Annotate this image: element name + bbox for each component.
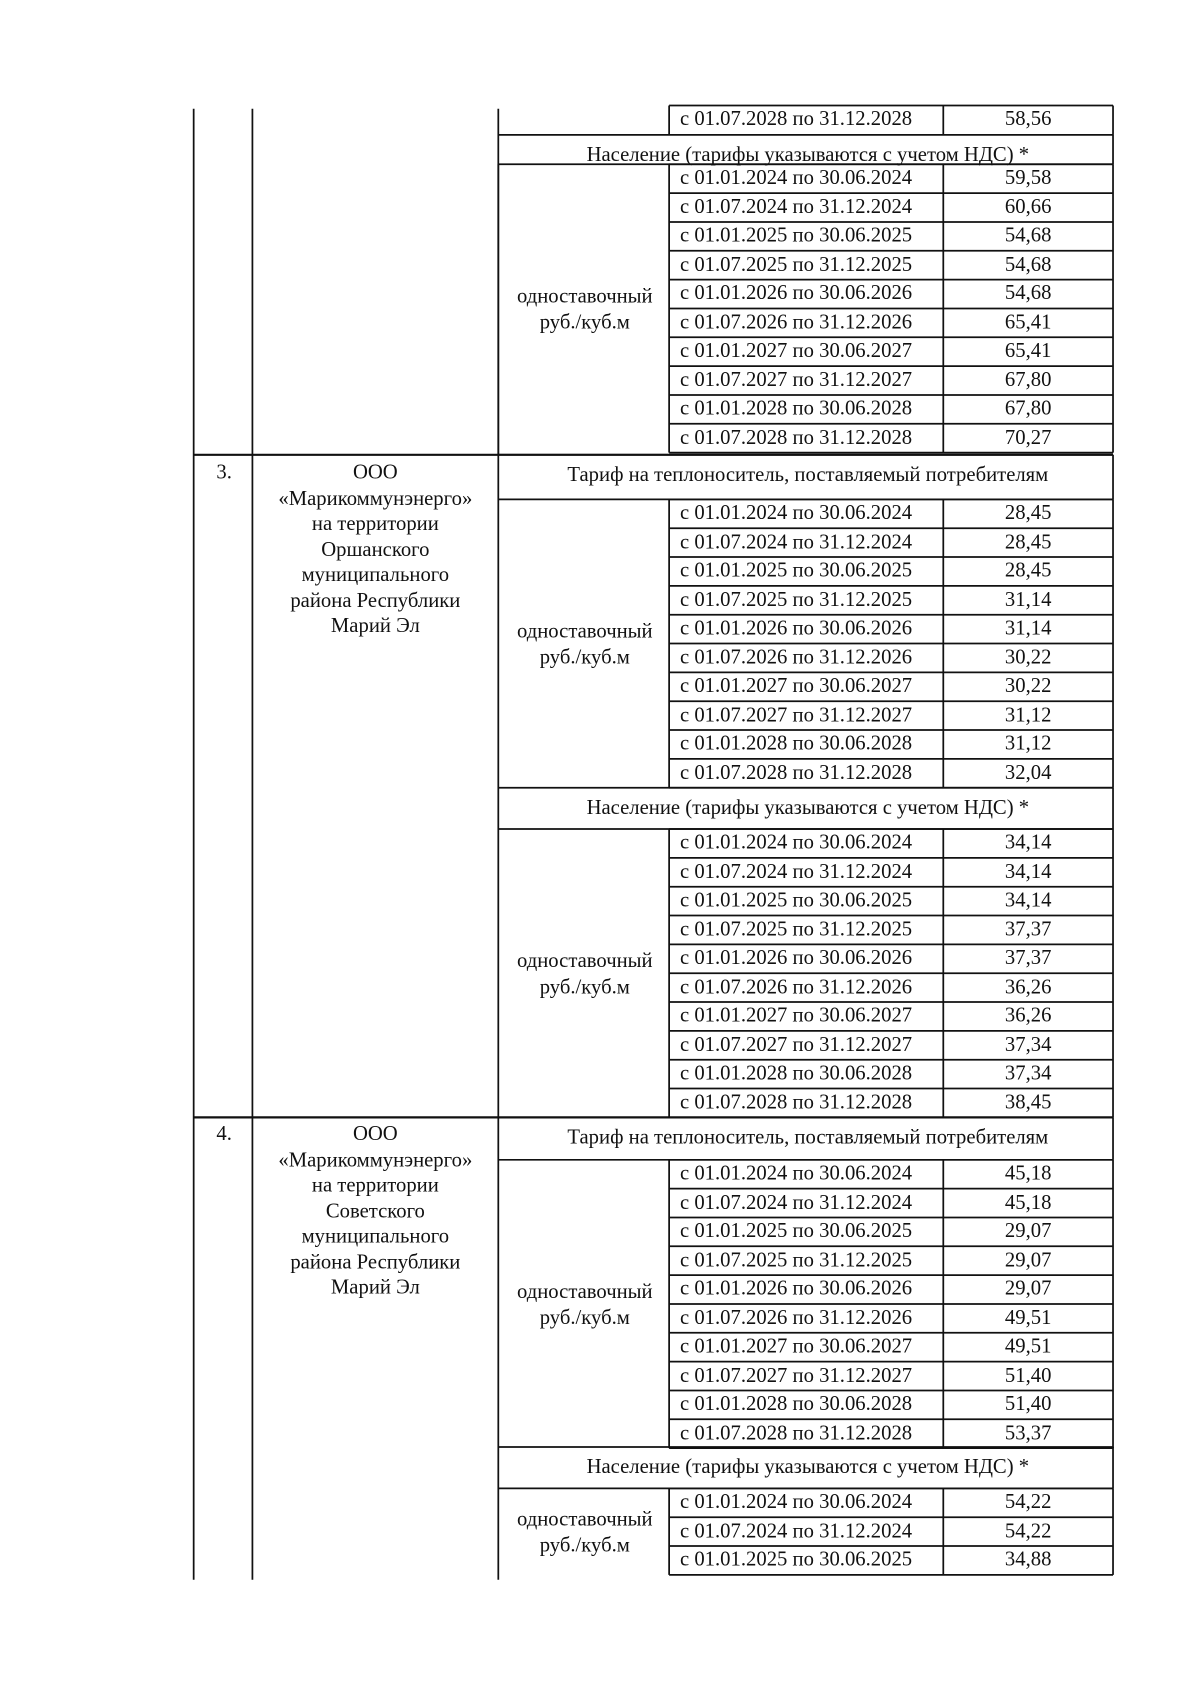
period-cell: с 01.01.2026 по 30.06.2026: [680, 616, 913, 640]
period-cell: с 01.01.2025 по 30.06.2025: [680, 559, 913, 583]
value-cell: 34,14: [1004, 831, 1052, 855]
value-cell: 51,40: [1004, 1363, 1052, 1387]
period-cell: с 01.07.2025 по 31.12.2025: [680, 588, 913, 611]
period-cell: с 01.01.2024 по 30.06.2024: [680, 1490, 913, 1514]
period-cell: с 01.07.2028 по 31.12.2028: [680, 425, 913, 449]
period-cell: с 01.01.2025 по 30.06.2025: [680, 1219, 913, 1243]
value-cell: 51,40: [1004, 1392, 1052, 1416]
org-name-line: муниципального: [301, 1225, 450, 1248]
value-cell: 67,80: [1004, 368, 1052, 392]
tariff-type-label: одноставочный: [516, 1507, 653, 1531]
value-cell: 54,68: [1004, 281, 1052, 305]
value-cell: 36,26: [1004, 975, 1052, 999]
period-cell: с 01.07.2028 по 31.12.2028: [680, 1090, 913, 1114]
value-cell: 34,14: [1004, 860, 1052, 883]
tariff-header: Тариф на теплоноситель, поставляемый потребителям: [567, 463, 1049, 487]
period-cell: с 01.07.2027 по 31.12.2027: [680, 703, 913, 727]
value-cell: 32,04: [1004, 761, 1052, 784]
tariff-type-label: одноставочный: [516, 619, 653, 643]
value-cell: 59,58: [1004, 166, 1052, 190]
org-name-line: Советского: [325, 1199, 425, 1223]
row-number: 4.: [216, 1122, 232, 1146]
value-cell: 58,56: [1004, 107, 1052, 131]
org-name-line: «Марикоммунэнерго»: [278, 486, 473, 510]
period-cell: с 01.01.2026 по 30.06.2026: [680, 281, 913, 305]
value-cell: 38,45: [1004, 1090, 1052, 1114]
population-header: Население (тарифы указываются с учетом НДС) *: [586, 143, 1030, 167]
period-cell: с 01.07.2026 по 31.12.2026: [680, 645, 913, 669]
period-cell: с 01.07.2028 по 31.12.2028: [680, 1421, 913, 1445]
period-cell: с 01.07.2025 по 31.12.2025: [680, 252, 913, 276]
period-cell: с 01.01.2025 по 30.06.2025: [680, 1548, 913, 1572]
value-cell: 45,18: [1004, 1190, 1052, 1214]
period-cell: с 01.01.2027 по 30.06.2027: [680, 1334, 913, 1358]
period-cell: с 01.07.2024 по 31.12.2024: [680, 530, 913, 554]
period-cell: с 01.01.2024 по 30.06.2024: [680, 831, 913, 855]
value-cell: 54,68: [1004, 224, 1052, 247]
period-cell: с 01.07.2026 по 31.12.2026: [680, 310, 913, 334]
period-cell: с 01.07.2027 по 31.12.2027: [680, 1033, 913, 1056]
population-header: Население (тарифы указываются с учетом НДС) *: [586, 1455, 1030, 1479]
period-cell: с 01.01.2024 по 30.06.2024: [680, 501, 913, 525]
period-cell: с 01.07.2025 по 31.12.2025: [680, 1248, 913, 1272]
value-cell: 31,12: [1004, 732, 1052, 756]
period-cell: с 01.01.2026 по 30.06.2026: [680, 946, 913, 970]
org-name-line: района Республики: [290, 589, 461, 613]
org-name-line: Оршанского: [321, 538, 430, 561]
period-cell: с 01.01.2028 по 30.06.2028: [680, 1392, 913, 1416]
value-cell: 70,27: [1004, 425, 1052, 449]
value-cell: 53,37: [1004, 1421, 1052, 1445]
value-cell: 28,45: [1004, 501, 1052, 525]
org-name-line: Марий Эл: [330, 614, 420, 638]
org-name-line: «Марикоммунэнерго»: [278, 1148, 473, 1172]
value-cell: 29,07: [1004, 1248, 1052, 1272]
unit-label: руб./куб.м: [539, 1533, 630, 1557]
value-cell: 67,80: [1004, 397, 1052, 420]
org-name-line: на территории: [311, 512, 439, 536]
period-cell: с 01.07.2027 по 31.12.2027: [680, 1363, 913, 1387]
period-cell: с 01.07.2024 по 31.12.2024: [680, 1190, 913, 1214]
tariff-type-label: одноставочный: [516, 284, 653, 308]
period-cell: с 01.01.2024 по 30.06.2024: [680, 1161, 913, 1185]
period-cell: с 01.01.2025 по 30.06.2025: [680, 224, 913, 247]
period-cell: с 01.07.2028 по 31.12.2028: [680, 761, 913, 784]
value-cell: 65,41: [1004, 339, 1052, 363]
value-cell: 36,26: [1004, 1004, 1052, 1028]
unit-label: руб./куб.м: [539, 310, 630, 334]
period-cell: с 01.01.2025 по 30.06.2025: [680, 888, 913, 912]
period-cell: с 01.01.2028 по 30.06.2028: [680, 1061, 913, 1085]
tariff-type-label: одноставочный: [516, 1280, 653, 1303]
value-cell: 34,14: [1004, 888, 1052, 912]
value-cell: 49,51: [1004, 1334, 1052, 1358]
value-cell: 31,14: [1004, 616, 1052, 640]
value-cell: 37,34: [1004, 1033, 1052, 1056]
tariff-header: Тариф на теплоноситель, поставляемый потребителям: [567, 1126, 1049, 1149]
org-name-line: на территории: [311, 1173, 439, 1197]
period-cell: с 01.01.2027 по 30.06.2027: [680, 339, 913, 363]
value-cell: 45,18: [1004, 1161, 1052, 1185]
period-cell: с 01.07.2028 по 31.12.2028: [680, 107, 913, 131]
period-cell: с 01.07.2027 по 31.12.2027: [680, 368, 913, 392]
period-cell: с 01.07.2025 по 31.12.2025: [680, 917, 913, 941]
org-name-line: муниципального: [301, 563, 450, 587]
value-cell: 49,51: [1004, 1306, 1052, 1329]
org-name-line: района Республики: [290, 1250, 461, 1274]
value-cell: 28,45: [1004, 559, 1052, 583]
org-name-line: ООО: [352, 461, 398, 485]
value-cell: 31,12: [1004, 703, 1052, 727]
value-cell: 37,37: [1004, 946, 1052, 970]
value-cell: 37,37: [1004, 917, 1052, 941]
value-cell: 65,41: [1004, 310, 1052, 334]
value-cell: 30,22: [1004, 674, 1052, 698]
value-cell: 37,34: [1004, 1061, 1052, 1085]
value-cell: 29,07: [1004, 1277, 1052, 1301]
period-cell: с 01.01.2028 по 30.06.2028: [680, 397, 913, 420]
tariff-type-label: одноставочный: [516, 949, 653, 973]
period-cell: с 01.01.2024 по 30.06.2024: [680, 166, 913, 190]
value-cell: 54,22: [1004, 1490, 1052, 1514]
period-cell: с 01.01.2026 по 30.06.2026: [680, 1277, 913, 1301]
value-cell: 30,22: [1004, 645, 1052, 669]
period-cell: с 01.01.2027 по 30.06.2027: [680, 674, 913, 698]
period-cell: с 01.01.2027 по 30.06.2027: [680, 1004, 913, 1028]
period-cell: с 01.07.2026 по 31.12.2026: [680, 1306, 913, 1329]
value-cell: 54,68: [1004, 252, 1052, 276]
unit-label: руб./куб.м: [539, 1306, 630, 1329]
unit-label: руб./куб.м: [539, 645, 630, 669]
period-cell: с 01.07.2024 по 31.12.2024: [680, 195, 913, 219]
value-cell: 28,45: [1004, 530, 1052, 554]
period-cell: с 01.07.2026 по 31.12.2026: [680, 975, 913, 999]
period-cell: с 01.07.2024 по 31.12.2024: [680, 1519, 913, 1543]
org-name-line: ООО: [352, 1122, 398, 1146]
value-cell: 31,14: [1004, 588, 1052, 611]
row-number: 3.: [216, 461, 232, 485]
org-name-line: Марий Эл: [330, 1276, 420, 1300]
value-cell: 54,22: [1004, 1519, 1052, 1543]
value-cell: 60,66: [1004, 195, 1052, 219]
population-header: Население (тарифы указываются с учетом НДС) *: [586, 796, 1030, 820]
unit-label: руб./куб.м: [539, 975, 630, 999]
period-cell: с 01.07.2024 по 31.12.2024: [680, 860, 913, 883]
value-cell: 34,88: [1004, 1548, 1052, 1572]
value-cell: 29,07: [1004, 1219, 1052, 1243]
period-cell: с 01.01.2028 по 30.06.2028: [680, 732, 913, 756]
